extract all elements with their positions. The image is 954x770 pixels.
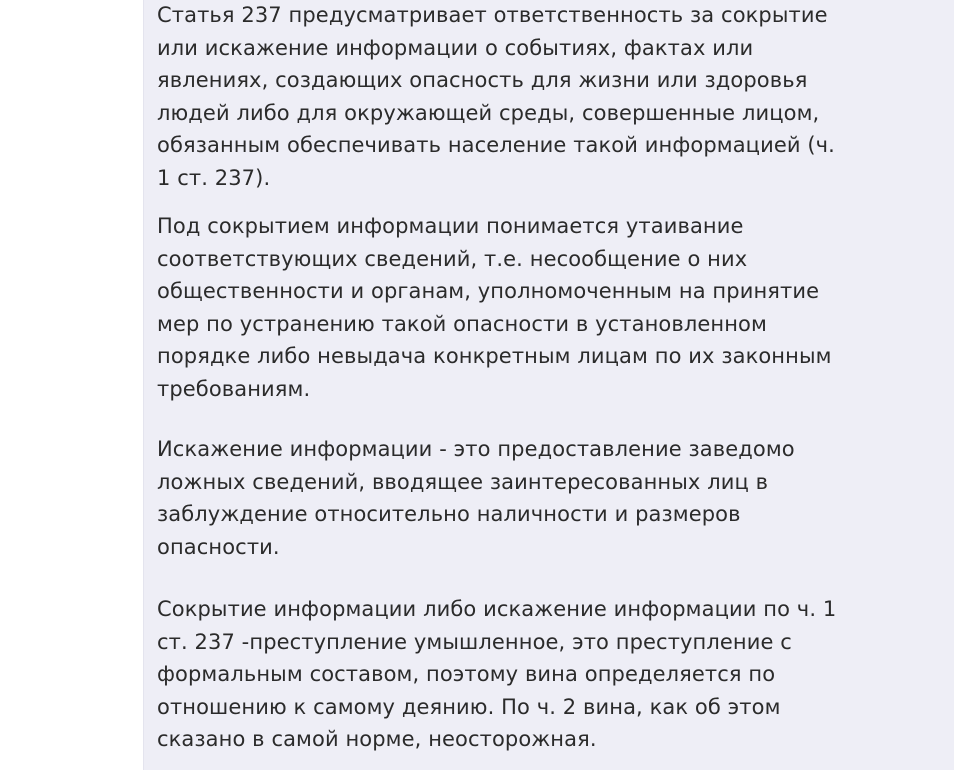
text-line: общественности и органам, уполномоченным на принятие <box>157 279 820 303</box>
text-line: сказано в самой норме, неосторожная. <box>157 727 597 751</box>
text-line: мер по устранению такой опасности в установленном <box>157 311 767 336</box>
text-line: формальным составом, поэтому вина определяется по <box>157 662 776 686</box>
text-line: требованиям. <box>157 376 311 401</box>
text-line: отношению к самому деянию. По ч. 2 вина, как об этом <box>157 694 781 719</box>
text-line: обязанным обеспечивать население такой информацией (ч. <box>157 133 835 157</box>
text-line: 1 ст. 237). <box>157 165 271 190</box>
text-line: Искажение информации - это предоставление заведомо <box>157 437 795 461</box>
text-line: опасности. <box>157 534 280 559</box>
text-line: Под сокрытием информации понимается утаивание <box>157 214 744 238</box>
text-line: Сокрытие информации либо искажение информации по ч. 1 <box>157 597 837 621</box>
text-line: ст. 237 -преступление умышленное, это преступление с <box>157 629 792 654</box>
text-line: людей либо для окружающей среды, совершенные лицом, <box>157 100 820 125</box>
text-line: Статья 237 предусматривает ответственность за сокрытие <box>157 3 828 27</box>
paragraph-concealment-definition <box>157 210 832 405</box>
paragraph-intent-and-guilt <box>157 593 836 756</box>
text-line: порядке либо невыдача конкретным лицам по их законным <box>157 344 832 368</box>
text-line: ложных сведений, вводящее заинтересованных лиц в <box>157 469 769 494</box>
text-line: заблуждение относительно наличности и размеров <box>157 502 741 526</box>
paragraph-distortion-definition <box>157 433 795 563</box>
text-line: соответствующих сведений, т.е. несообщение о них <box>157 246 748 271</box>
text-line: или искажение информации о событиях, фактах или <box>157 35 754 60</box>
paragraph-article-237-liability <box>157 0 835 194</box>
text-line: явлениях, создающих опасность для жизни или здоровья <box>157 68 808 92</box>
